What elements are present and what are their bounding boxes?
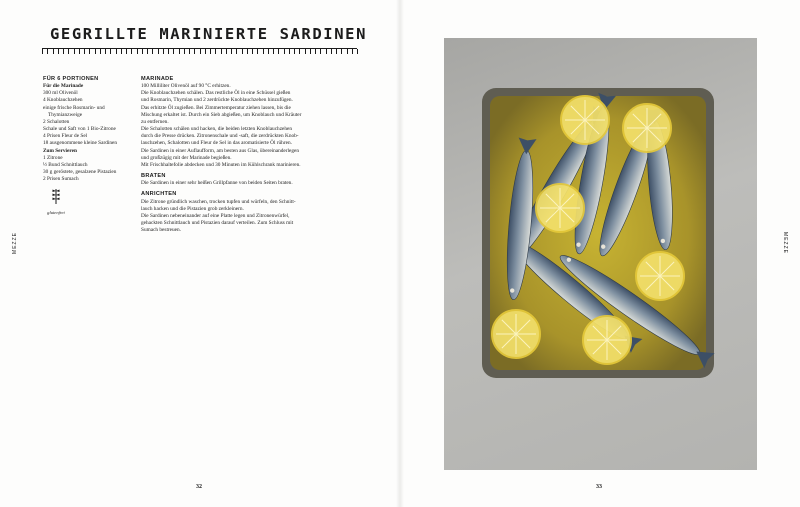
ruler-tick (231, 49, 232, 54)
wheat-icon (49, 187, 63, 205)
ruler-tick (257, 49, 258, 54)
step-line: Die Knoblauchzehen schälen. Das restliche Öl in eine Schüssel gießen (141, 90, 291, 97)
ruler-tick (252, 49, 253, 54)
ruler-tick (289, 49, 290, 54)
ruler-tick (341, 49, 342, 54)
ruler-tick (163, 49, 164, 54)
ruler-tick (137, 49, 138, 54)
ruler-tick (200, 49, 201, 54)
ruler-tick (284, 49, 285, 54)
step-line: Das erhitzte Öl zugießen. Bei Zimmertemperatur ziehen lassen, bis die (141, 104, 291, 111)
ruler-tick (247, 49, 248, 54)
lemon-slice (583, 316, 631, 364)
ingredient-line: einige frische Rosmarin- und (43, 104, 105, 111)
serves-heading: FÜR 6 PORTIONEN (43, 76, 99, 82)
step-line: und großzügig mit der Marinade begießen. (141, 154, 232, 161)
glutenfree-label: glutenfrei (47, 209, 65, 215)
ruler-tick (173, 49, 174, 54)
ruler-tick (357, 49, 358, 54)
ruler-tick (79, 49, 80, 54)
ruler-tick (326, 49, 327, 54)
step-line: zu entfernen. (141, 118, 169, 125)
book-gutter (396, 0, 404, 507)
ruler-tick (315, 49, 316, 54)
ruler-tick (53, 49, 54, 54)
ruler-tick (226, 49, 227, 54)
lemon-slice (636, 252, 684, 300)
ruler-tick (95, 49, 96, 54)
ruler-tick (210, 49, 211, 54)
ruler-tick (105, 49, 106, 54)
ruler-tick (74, 49, 75, 54)
step-line: Sumach bestreuen. (141, 227, 182, 234)
ruler-tick (273, 49, 274, 54)
recipe-title: GEGRILLTE MARINIERTE SARDINEN (50, 25, 368, 43)
step-line: durch die Presse drücken. Zitronenschale und -saft, die zerdrückten Knob- (141, 133, 299, 140)
ruler-tick (299, 49, 300, 54)
ingredients-column (43, 76, 138, 216)
glutenfree-badge (43, 187, 69, 215)
sardines-photo (444, 38, 757, 470)
method-column (141, 76, 363, 238)
ruler-tick (320, 49, 321, 54)
title-ruler (42, 48, 357, 59)
ruler-tick (131, 49, 132, 54)
ruler-tick (47, 49, 48, 54)
grill-heading: BRATEN (141, 173, 166, 180)
ruler-tick (100, 49, 101, 54)
step-line: Die Sardinen in einer sehr heißen Grillpfanne von beiden Seiten braten. (141, 180, 293, 187)
serving-ingredients-heading: Zum Servieren (43, 147, 77, 154)
serve-section (141, 191, 363, 234)
step-line: Mischung erkaltet ist. Durch ein Sieb abgießen, um Knoblauch und Kräuter (141, 111, 302, 118)
ruler-tick (263, 49, 264, 54)
ruler-tick (215, 49, 216, 54)
lemon-slice (492, 310, 540, 358)
ruler-tick (184, 49, 185, 54)
ingredient-line: 4 Prisen Fleur de Sel (43, 133, 88, 140)
ruler-tick (268, 49, 269, 54)
ruler-tick (126, 49, 127, 54)
step-line: und Rosmarin, Thymian und 2 zerdrückte Knoblauchzehen hinzufügen. (141, 97, 293, 104)
lemon-slice (561, 96, 609, 144)
ingredient-line: 30 g geröstete, gesalzene Pistazien (43, 169, 117, 176)
ingredient-line: 4 Knoblauchzehen (43, 97, 83, 104)
step-line: lauchzehen, Schalotten und Fleur de Sel in das aromatisierte Öl rühren. (141, 140, 292, 147)
ruler-tick (63, 49, 64, 54)
lemon-slice (623, 104, 671, 152)
ruler-tick (310, 49, 311, 54)
ruler-tick (347, 49, 348, 54)
ruler-tick (236, 49, 237, 54)
ruler-tick (331, 49, 332, 54)
ruler-tick (147, 49, 148, 54)
ruler-tick (116, 49, 117, 54)
ruler-tick (179, 49, 180, 54)
step-line: Die Zitrone gründlich waschen, trocken tupfen und würfeln, den Schnitt- (141, 198, 296, 205)
side-label-right: MEZZE (781, 232, 788, 254)
ingredient-line: Schale und Saft von 1 Bio-Zitrone (43, 126, 116, 133)
ruler-tick (221, 49, 222, 54)
ruler-tick (352, 49, 353, 54)
ruler-tick (305, 49, 306, 54)
step-line: Die Schalotten schälen und hacken, die beiden letzten Knoblauchzehen (141, 126, 293, 133)
ruler-tick (152, 49, 153, 54)
step-line: gehackten Schnittlauch und Pistazien darauf verteilen. Zum Schluss mit (141, 219, 294, 226)
ingredient-line: 300 ml Olivenöl (43, 90, 78, 97)
step-line: 100 Milliliter Olivenöl auf 90 °C erhitzen. (141, 83, 231, 90)
ruler-tick (168, 49, 169, 54)
marinade-section (141, 76, 363, 169)
step-line: lauch hacken und die Pistazien grob zerkleinern. (141, 205, 244, 212)
ruler-tick (110, 49, 111, 54)
ruler-tick (42, 49, 43, 54)
ruler-tick (205, 49, 206, 54)
ruler-tick (336, 49, 337, 54)
ruler-tick (278, 49, 279, 54)
sardines-illustration (444, 38, 757, 470)
ingredient-line: 1 Zitrone (43, 154, 63, 161)
serve-heading: ANRICHTEN (141, 191, 177, 198)
ruler-tick (294, 49, 295, 54)
page-number-right: 33 (596, 484, 602, 490)
step-line: Mit Frischhaltefolie abdecken und 30 Minuten im Kühlschrank marinieren. (141, 161, 301, 168)
ingredient-line: 2 Schalotten (43, 118, 70, 125)
lemon-slice (536, 184, 584, 232)
ruler-tick (142, 49, 143, 54)
ingredient-line: 2 Prisen Sumach (43, 176, 79, 183)
ingredient-line: 18 ausgenommene kleine Sardinen (43, 140, 117, 147)
ingredient-line: ½ Bund Schnittlauch (43, 161, 88, 168)
step-line: Die Sardinen in einer Auflaufform, am besten aus Glas, übereinanderlegen (141, 147, 300, 154)
ruler-tick (194, 49, 195, 54)
ingredient-line: Thymianzweige (48, 111, 83, 118)
ruler-tick (158, 49, 159, 54)
side-label-left: MEZZE (11, 232, 18, 254)
marinade-ingredients-heading: Für die Marinade (43, 83, 84, 90)
ruler-tick (121, 49, 122, 54)
ruler-tick (89, 49, 90, 54)
marinade-heading: MARINADE (141, 76, 174, 82)
ruler-tick (84, 49, 85, 54)
ruler-tick (242, 49, 243, 54)
ruler-tick (68, 49, 69, 54)
grill-section (141, 173, 363, 187)
page-number-left: 32 (196, 484, 202, 490)
step-line: Die Sardinen nebeneinander auf eine Platte legen und Zitronenwürfel, (141, 212, 290, 219)
ruler-tick (58, 49, 59, 54)
ruler-tick (189, 49, 190, 54)
